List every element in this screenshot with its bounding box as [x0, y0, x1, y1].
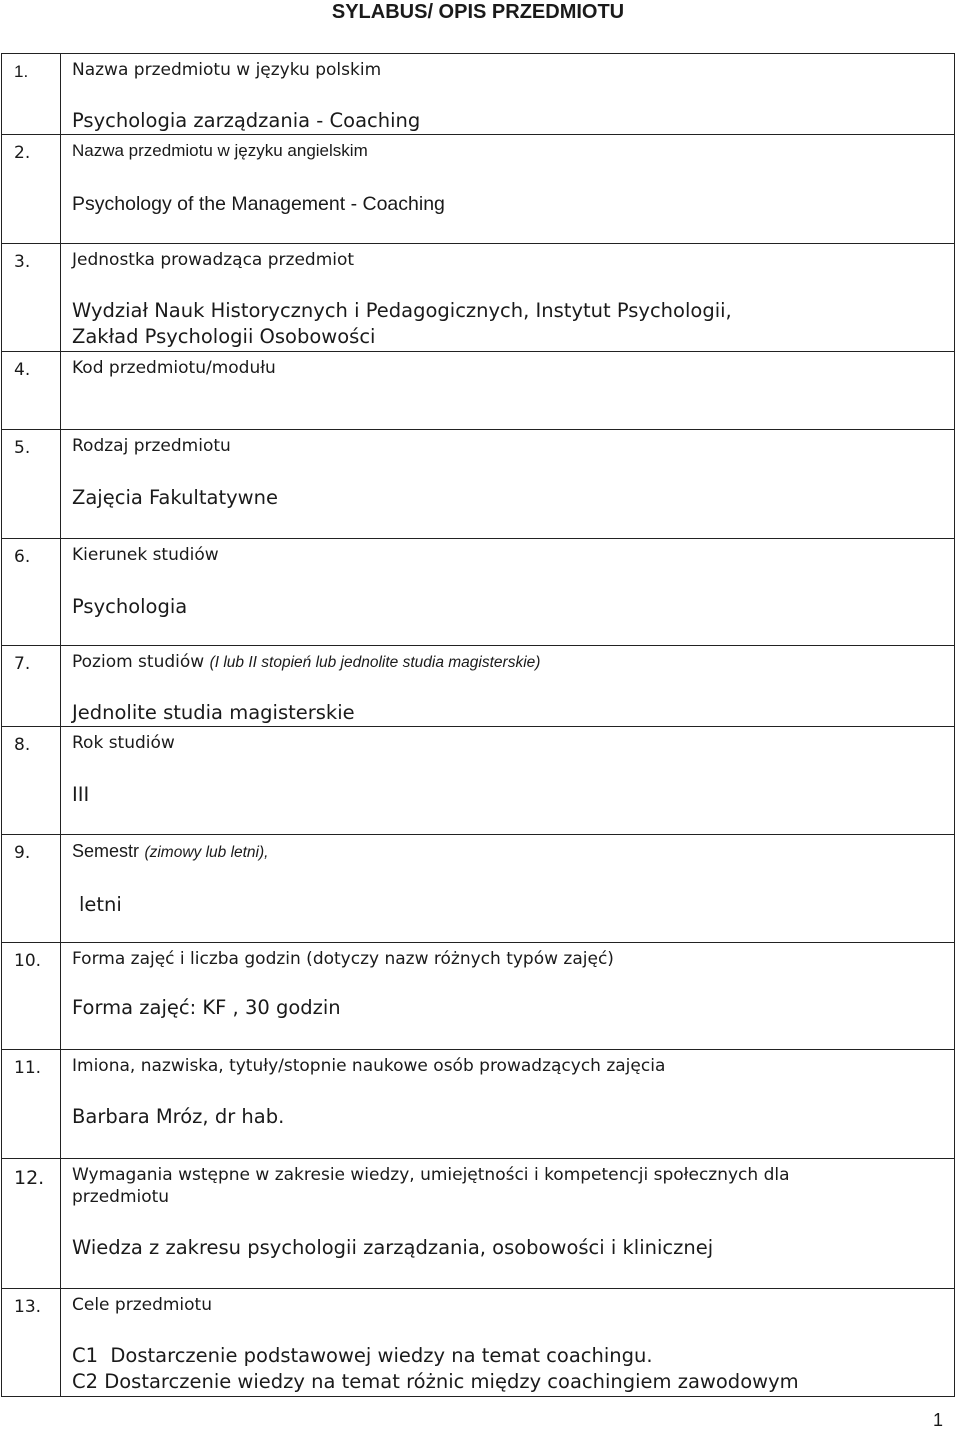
row-value: Psychologia [72, 595, 188, 618]
row-content [61, 943, 955, 1050]
table-row [2, 727, 955, 835]
row-value-line: Zakład Psychologii Osobowości [72, 325, 376, 348]
row-content [61, 430, 955, 539]
row-content [61, 646, 955, 727]
table-row [2, 244, 955, 352]
row-number: 5. [2, 430, 61, 539]
row-number: 9. [2, 835, 61, 943]
row-label: Nazwa przedmiotu w języku angielskim [72, 141, 368, 160]
row-label: Cele przedmiotu [72, 1295, 212, 1315]
row-number: 13. [2, 1289, 61, 1397]
row-content [61, 135, 955, 244]
row-content [61, 1050, 955, 1159]
row-label: Rodzaj przedmiotu [72, 436, 231, 456]
row-content [61, 539, 955, 646]
row-content [61, 352, 955, 430]
row-label: Kierunek studiów [72, 545, 219, 565]
row-number: 11. [2, 1050, 61, 1159]
row-value: Psychology of the Management - Coaching [72, 193, 445, 215]
table-row [2, 835, 955, 943]
table-row [2, 943, 955, 1050]
row-label: Jednostka prowadząca przedmiot [72, 250, 355, 270]
row-label: Rok studiów [72, 733, 175, 753]
row-label-line: przedmiotu [72, 1187, 170, 1207]
table-row [2, 352, 955, 430]
row-number: 6. [2, 539, 61, 646]
row-value: Forma zajęć: KF , 30 godzin [72, 996, 341, 1019]
row-label: Kod przedmiotu/modułu [72, 358, 276, 378]
row-number: 7. [2, 646, 61, 727]
row-label-text: Semestr [72, 841, 140, 861]
row-value: III [72, 783, 90, 806]
row-value: Barbara Mróz, dr hab. [72, 1105, 285, 1128]
row-hint: (I lub II stopień lub jednolite studia magisterskie) [209, 654, 541, 671]
table-row [2, 539, 955, 646]
row-number: 3. [2, 244, 61, 352]
row-content [61, 1289, 955, 1397]
row-value: Wiedza z zakresu psychologii zarządzania, osobowości i klinicznej [72, 1236, 714, 1259]
table-row [2, 135, 955, 244]
row-value: letni [79, 893, 122, 916]
row-value: Jednolite studia magisterskie [72, 701, 355, 724]
table-row [2, 430, 955, 539]
row-content [61, 727, 955, 835]
row-label: Forma zajęć i liczba godzin (dotyczy nazw różnych typów zajęć) [72, 949, 614, 969]
row-content [61, 835, 955, 943]
row-number: 4. [2, 352, 61, 430]
page-number: 1 [932, 1410, 943, 1430]
row-label [72, 838, 954, 864]
row-number: 10. [2, 943, 61, 1050]
row-value: Zajęcia Fakultatywne [72, 486, 278, 509]
row-content [61, 244, 955, 352]
row-label-line: Wymagania wstępne w zakresie wiedzy, umiejętności i kompetencji społecznych dla [72, 1165, 790, 1185]
syllabus-table [1, 53, 955, 1397]
row-label: Imiona, nazwiska, tytuły/stopnie naukowe osób prowadzących zajęcia [72, 1056, 666, 1076]
table-row [2, 54, 955, 135]
row-value-line: Wydział Nauk Historycznych i Pedagogicznych, Instytut Psychologii, [72, 299, 732, 322]
row-label: Nazwa przedmiotu w języku polskim [72, 60, 382, 80]
row-content [61, 54, 955, 135]
table-row [2, 1159, 955, 1289]
row-value-line: C1 Dostarczenie podstawowej wiedzy na temat coachingu. [72, 1344, 653, 1367]
document-title: SYLABUS/ OPIS PRZEDMIOTU [331, 1, 625, 23]
row-number: 1. [2, 54, 61, 135]
table-row [2, 1050, 955, 1159]
row-hint: (zimowy lub letni), [144, 844, 269, 861]
row-label [72, 649, 954, 674]
table-row [2, 1289, 955, 1397]
row-number: 12. [2, 1159, 61, 1289]
row-number: 2. [2, 135, 61, 244]
row-number: 8. [2, 727, 61, 835]
row-value: Psychologia zarządzania - Coaching [72, 109, 421, 132]
table-row [2, 646, 955, 727]
row-value-line: C2 Dostarczenie wiedzy na temat różnic między coachingiem zawodowym [72, 1370, 799, 1393]
row-label-text: Poziom studiów [72, 652, 205, 672]
row-content [61, 1159, 955, 1289]
